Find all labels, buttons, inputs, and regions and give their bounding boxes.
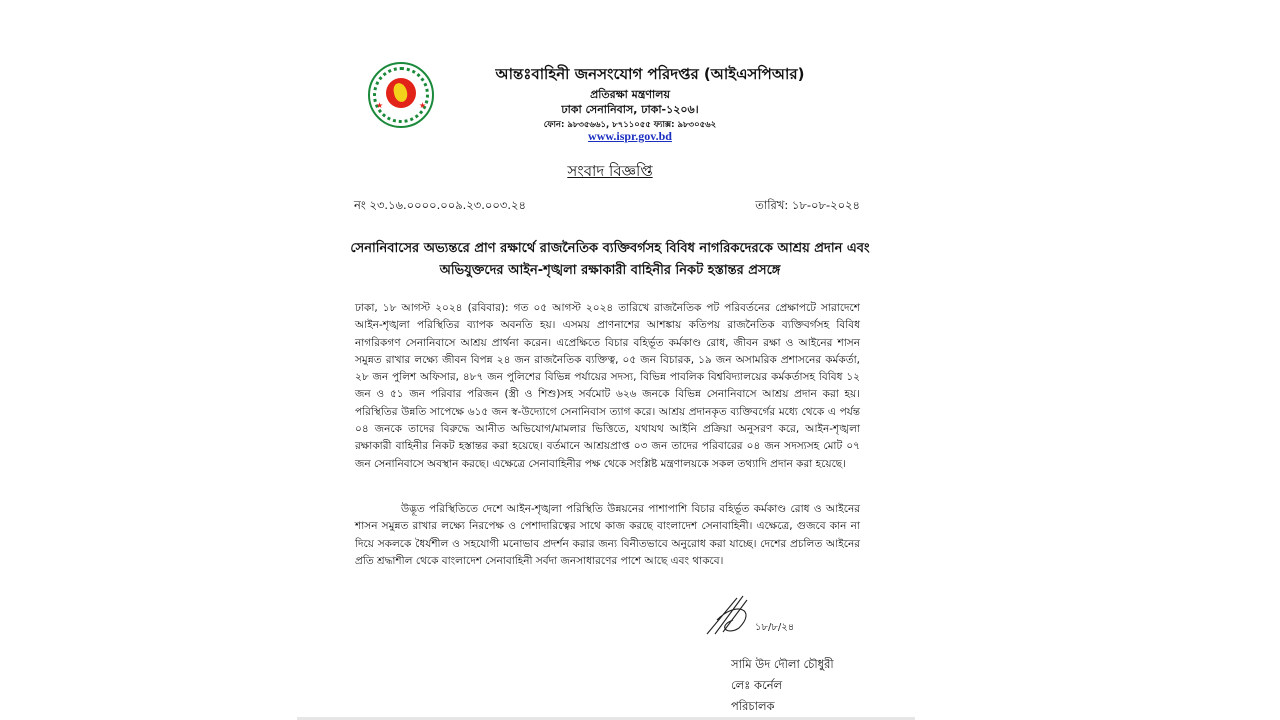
bangladesh-emblem-logo	[368, 62, 434, 128]
ministry-name: প্রতিরক্ষা মন্ত্রণালয়	[590, 88, 670, 101]
org-title: আন্তঃবাহিনী জনসংযোগ পরিদপ্তর (আইএসপিআর)	[495, 65, 805, 83]
document-date: তারিখ: ১৮-০৮-২০২৪	[755, 198, 860, 212]
document-title: সংবাদ বিজ্ঞপ্তি	[567, 162, 653, 180]
signatory-designation: পরিচালক	[731, 699, 775, 713]
signature-date: ১৮/৮/২৪	[755, 622, 795, 633]
subject-heading: সেনানিবাসের অভ্যন্তরে প্রাণ রক্ষার্থে রাজনৈতিক ব্যক্তিবর্গসহ বিবিধ নাগরিকদেরকে আশ্রয় প্রদান এবং অভিযুক্তদের আইন-শৃঙ্খলা রক্ষাকারী বাহিনীর নিকট হস্তান্তর প্রসঙ্গে	[350, 241, 870, 278]
signatory-rank: লেঃ কর্নেল	[731, 678, 783, 692]
body-paragraph: ঢাকা, ১৮ আগস্ট ২০২৪ (রবিবার): গত ০৫ আগস্ট ২০২৪ তারিখে রাজনৈতিক পট পরিবর্তনের প্রেক্ষাপটে সারাদেশে আইন-শৃঙ্খলা পরিস্থিতির ব্যাপক অবনতি হয়। এসময় প্রাণনাশের আশঙ্কায় কতিপয় রাজনৈতিক ব্যক্তিবর্গসহ বিবিধ নাগরিকগণ সেনানিবাসে আশ্রয় প্রার্থনা করেন। এপ্রেক্ষিতে বিচার বহির্ভূত কর্মকাণ্ড রোধ, জীবন রক্ষা ও আইনের শাসন সমুন্নত রাখার লক্ষ্যে জীবন বিপন্ন ২৪ জন রাজনৈতিক ব্যক্তিত্ব, ০৫ জন বিচারক, ১৯ জন অসামরিক প্রশাসনের কর্মকর্তা, ২৮ জন পুলিশ অফিসার, ৪৮৭ জন পুলিশের বিভিন্ন পর্যায়ের সদস্য, বিভিন্ন পাবলিক বিশ্ববিদ্যালয়ের কর্মকর্তাসহ বিবিধ ১২ জন ও ৫১ জন পরিবার পরিজন (স্ত্রী ও শিশু)সহ সর্বমোট ৬২৬ জনকে বিভিন্ন সেনানিবাসে আশ্রয় প্রদান করা হয়। পরিস্থিতির উন্নতি সাপেক্ষে ৬১৫ জন স্ব-উদ্যোগে সেনানিবাস ত্যাগ করে। আশ্রয় প্রদানকৃত ব্যক্তিবর্গের মধ্যে থেকে এ পর্যন্ত ০৪ জনকে তাদের বিরুদ্ধে আনীত অভিযোগ/মামলার ভিত্তিতে, যথাযথ আইনি প্রক্রিয়া অনুসরণ করে, আইন-শৃঙ্খলা রক্ষাকারী বাহিনীর নিকট হস্তান্তর করা হয়েছে। বর্তমানে আশ্রয়প্রাপ্ত ০৩ জন তাদের পরিবারের ০৪ জন সদস্যসহ মোট ০৭ জন সেনানিবাসে অবস্থান করছে। এক্ষেত্রে সেনাবাহিনীর পক্ষ থেকে সংশ্লিষ্ট মন্ত্রণালয়কে সকল তথ্যাদি প্রদান করা হয়েছে।	[355, 302, 860, 470]
star-icon: ★	[418, 101, 426, 110]
signatory-block	[731, 654, 834, 717]
signatory-name: সামি উদ দৌলা চৌধুরী	[731, 657, 834, 671]
address: ঢাকা সেনানিবাস, ঢাকা-১২০৬।	[561, 103, 699, 116]
website-link[interactable]: www.ispr.gov.bd	[588, 129, 672, 143]
contact-info: ফোন: ৯৮৩৫৬৬১, ৮৭১১০৫৫ ফ্যাক্স: ৯৮৩০৫৬২	[543, 120, 717, 130]
star-icon: ★	[376, 101, 384, 110]
signature-image	[697, 590, 817, 640]
body-paragraph: উদ্ভূত পরিস্থিতিতে দেশে আইন-শৃঙ্খলা পরিস্থিতি উন্নয়নের পাশাপাশি বিচার বহির্ভূত কর্মকাণ্ড রোধ ও আইনের শাসন সমুন্নত রাখার লক্ষ্যে নিরপেক্ষ ও পেশাদারিত্বের সাথে কাজ করছে বাংলাদেশ সেনাবাহিনী। এক্ষেত্রে, গুজবে কান না দিয়ে সকলকে ধৈর্যশীল ও সহযোগী মনোভাব প্রদর্শন করার জন্য বিনীতভাবে অনুরোধ করা যাচ্ছে। দেশের প্রচলিত আইনের প্রতি শ্রদ্ধাশীল থেকে বাংলাদেশ সেনাবাহিনী সর্বদা জনসাধারণের পাশে আছে এবং থাকবে।	[355, 503, 860, 567]
reference-number: নং ২৩.১৬.০০০০.০০৯.২৩.০০৩.২৪	[354, 198, 526, 212]
